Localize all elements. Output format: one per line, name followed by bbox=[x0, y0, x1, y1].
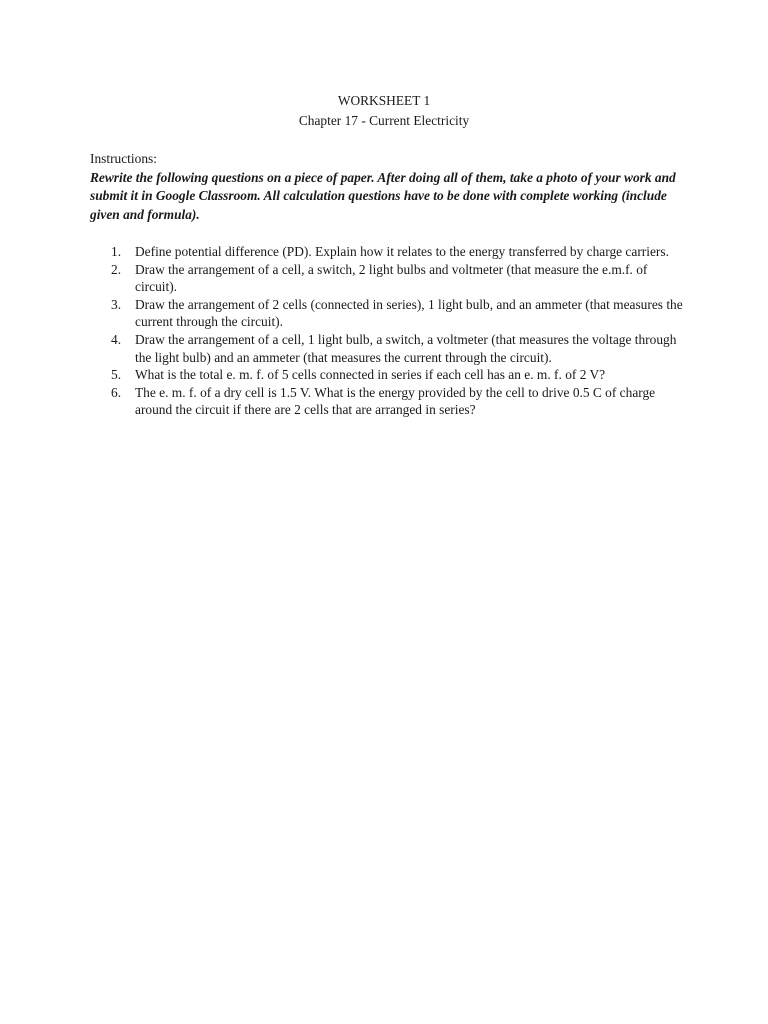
question-text: The e. m. f. of a dry cell is 1.5 V. What is the energy provided by the cell to drive 0.5 C of charge around the circuit if there are 2 cells that are arranged in series? bbox=[135, 384, 656, 418]
question-item bbox=[90, 366, 690, 384]
question-item bbox=[90, 243, 690, 261]
question-number: 6. bbox=[111, 384, 122, 400]
question-number: 2. bbox=[111, 261, 122, 277]
question-text: Define potential difference (PD). Explain how it relates to the energy transferred by charge carriers. bbox=[135, 244, 669, 259]
instructions-label: Instructions: bbox=[90, 151, 157, 166]
question-number: 4. bbox=[111, 331, 122, 347]
question-text: Draw the arrangement of 2 cells (connected in series), 1 light bulb, and an ammeter (that measures the current through the circuit). bbox=[135, 296, 683, 330]
question-item bbox=[90, 296, 690, 331]
question-text: Draw the arrangement of a cell, 1 light bulb, a switch, a voltmeter (that measures the voltage through the light bulb) and an ammeter (that measures the current through the circuit). bbox=[135, 331, 677, 365]
question-list bbox=[90, 243, 690, 419]
instructions-text: Rewrite the following questions on a piece of paper. After doing all of them, take a photo of your work and submit it in Google Classroom. All calculation questions have to be done with complete working (include given and formula). bbox=[90, 169, 676, 222]
chapter-subtitle: Chapter 17 - Current Electricity bbox=[298, 113, 470, 128]
question-number: 5. bbox=[111, 367, 122, 383]
question-number: 3. bbox=[111, 296, 122, 312]
question-number: 1. bbox=[111, 244, 122, 259]
question-text: What is the total e. m. f. of 5 cells connected in series if each cell has an e. m. f. of 2 V? bbox=[135, 367, 606, 383]
question-item bbox=[90, 331, 690, 366]
instructions-block bbox=[90, 150, 690, 224]
question-item bbox=[90, 261, 690, 296]
question-text: Draw the arrangement of a cell, a switch, 2 light bulbs and voltmeter (that measure the e.m.f. of circuit). bbox=[135, 261, 648, 295]
worksheet-title: WORKSHEET 1 bbox=[337, 93, 431, 108]
question-item bbox=[90, 384, 690, 419]
